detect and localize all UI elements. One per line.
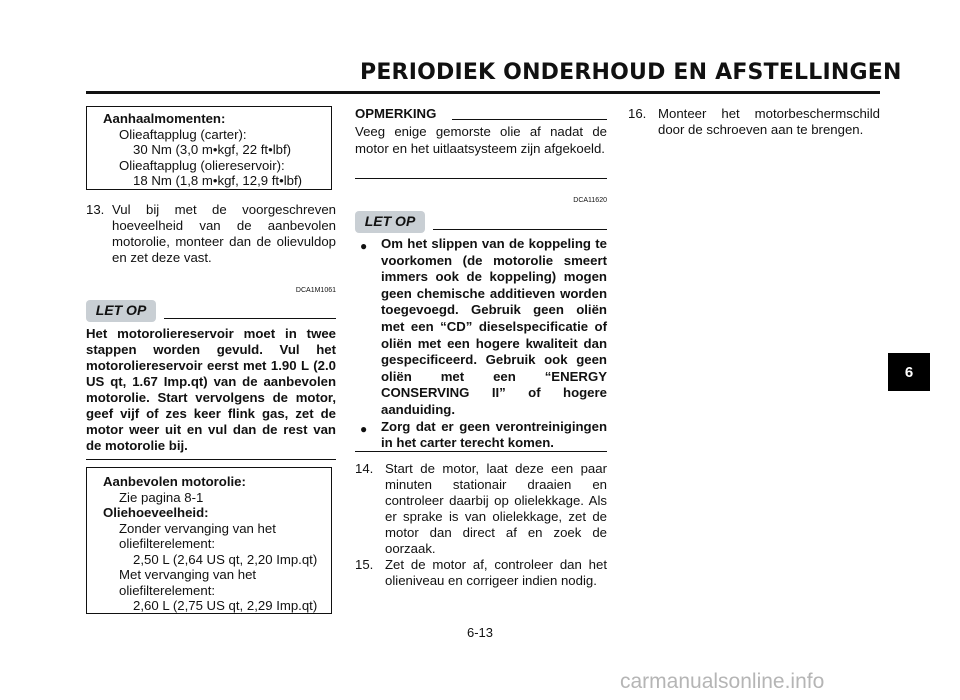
note-title-rule bbox=[452, 119, 607, 120]
step-number: 14. bbox=[355, 461, 374, 476]
step-14 bbox=[355, 461, 607, 557]
torque-spec-box bbox=[86, 106, 332, 190]
torque-heading: Aanhaalmomenten: bbox=[103, 111, 226, 126]
step-16 bbox=[628, 106, 880, 138]
caution-bullet-text: Om het slippen van de koppeling te voorkomen (de motorolie smeert immers ook de koppeling) mogen geen chemische additieven worden toegevoegd. Gebruik geen oliën met een “CD” dieselspecificatie of oliën met een hogere kwaliteit dan gespecificeerd. Gebruik ook geen oliën met een “ENERGY CONSERVING II” of hogere aanduiding. bbox=[381, 236, 607, 417]
watermark: carmanualsonline.info bbox=[620, 670, 825, 693]
step-text: Vul bij met de voorgeschreven hoeveelheid van de aanbevolen motorolie, monteer dan de olievuldop en zet deze vast. bbox=[112, 202, 336, 265]
caution-bullet-text: Zorg dat er geen verontreinigingen in het carter terecht komen. bbox=[381, 418, 607, 451]
oil-reference: Zie pagina 8-1 bbox=[119, 489, 204, 505]
caution-bullet-list bbox=[355, 236, 607, 452]
torque-item1-value: 30 Nm (3,0 m•kgf, 22 ft•lbf) bbox=[133, 142, 292, 157]
oil-quantity-value: 2,50 L (2,64 US qt, 2,20 Imp.qt) bbox=[133, 551, 318, 567]
caution-end-rule bbox=[355, 451, 607, 452]
step-number: 13. bbox=[86, 202, 105, 217]
caution-end-rule bbox=[86, 459, 336, 460]
step-text: Monteer het motorbeschermschild door de schroeven aan te brengen. bbox=[658, 106, 880, 137]
torque-item1-name: Olieaftapplug (carter): bbox=[119, 126, 247, 142]
step-number: 15. bbox=[355, 557, 374, 572]
oil-quantity-line: oliefilterelement: bbox=[119, 582, 216, 598]
bullet-dot-icon: ● bbox=[360, 239, 368, 253]
step-13 bbox=[86, 202, 336, 266]
page-number: 6-13 bbox=[466, 625, 494, 640]
caution-bullet bbox=[355, 419, 607, 452]
note-text: Veeg enige gemorste olie af nadat de motor en het uitlaatsysteem zijn afgekoeld. bbox=[355, 124, 607, 156]
bullet-dot-icon: ● bbox=[360, 421, 368, 436]
page-title: PERIODIEK ONDERHOUD EN AFSTELLINGEN bbox=[360, 60, 902, 85]
torque-item2-value: 18 Nm (1,8 m•kgf, 12,9 ft•lbf) bbox=[133, 173, 303, 188]
oil-quantity-line: oliefilterelement: bbox=[119, 536, 216, 551]
caution-bullet bbox=[355, 236, 607, 419]
caution-badge-label: LET OP bbox=[95, 302, 147, 318]
oil-spec-box bbox=[86, 467, 332, 614]
caution-code: DCA1M1061 bbox=[295, 287, 336, 294]
step-15 bbox=[355, 557, 607, 589]
caution-badge-label: LET OP bbox=[364, 213, 416, 229]
oil-quantity-value: 2,60 L (2,75 US qt, 2,29 Imp.qt) bbox=[133, 598, 318, 613]
note-title: OPMERKING bbox=[355, 106, 437, 121]
caution-header bbox=[86, 300, 336, 324]
oil-quantity-line: Met vervanging van het bbox=[119, 567, 257, 582]
note-end-rule bbox=[355, 178, 607, 179]
caution-rule bbox=[164, 318, 336, 319]
oil-quantity-heading: Oliehoeveelheid: bbox=[103, 505, 209, 520]
caution-code: DCA11620 bbox=[573, 197, 607, 204]
step-text: Start de motor, laat deze een paar minuten stationair draaien en controleer daarbij op olielekkage. Als er sprake is van olielekkage, zet de motor dan direct af en zoek de oorzaak. bbox=[385, 461, 607, 556]
caution-header bbox=[355, 211, 607, 235]
caution-text: Het motoroliereservoir moet in twee stappen worden gevuld. Vul het motoroliereservoir eerst met 1.90 L (2.0 US qt, 1.67 Imp.qt) van de aanbevolen motorolie. Start vervolgens de motor, geef vijf of zes keer flink gas, zet de motor weer uit en vul dan de rest van de motorolie bij. bbox=[86, 326, 336, 453]
step-number: 16. bbox=[628, 106, 647, 121]
chapter-tab: 6 bbox=[888, 353, 930, 391]
title-rule bbox=[86, 91, 880, 94]
torque-item2-name: Olieaftapplug (oliereservoir): bbox=[119, 157, 285, 173]
oil-quantity-line: Zonder vervanging van het bbox=[119, 520, 276, 536]
caution-rule bbox=[433, 229, 607, 230]
step-text: Zet de motor af, controleer dan het olieniveau en corrigeer indien nodig. bbox=[385, 557, 607, 588]
oil-heading: Aanbevolen motorolie: bbox=[103, 474, 246, 489]
